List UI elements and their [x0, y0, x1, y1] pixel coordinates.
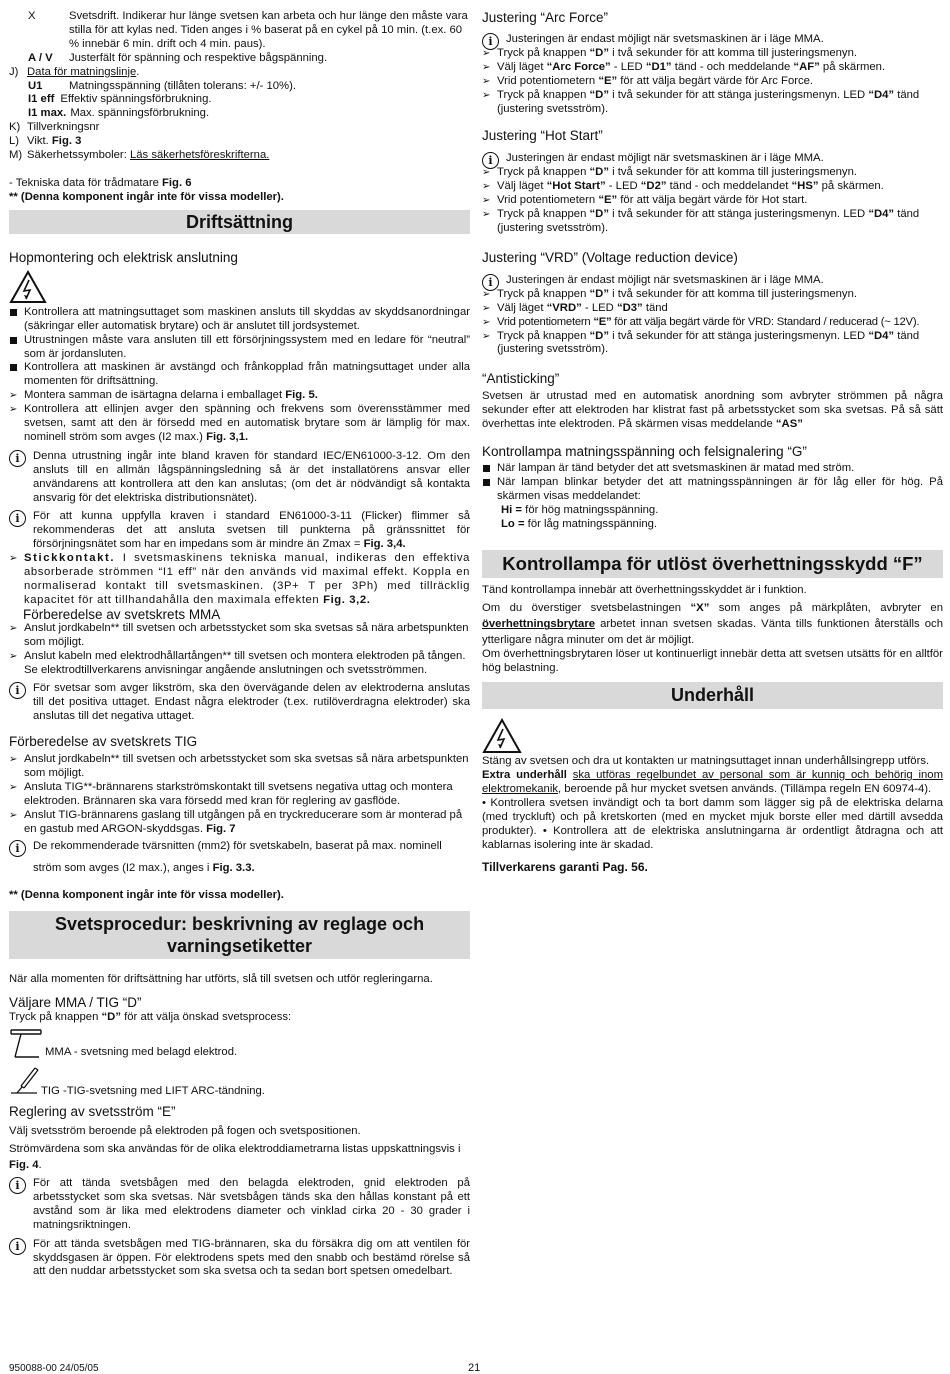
def-val: Max. spänningsförbrukning. — [70, 107, 210, 120]
t: i två sekunder för att stänga justeringsmenyn. LED — [608, 208, 869, 221]
list-item: Kontrollera att matningsuttaget som maskinen ansluts till skyddas av skyddsanordningar (säkringar eller automatisk brytare) och är anslutet till jordsystemet. — [9, 306, 470, 334]
t: i två sekunder för att komma till justeringsmenyn. — [608, 166, 857, 179]
t: för att välja begärt värde för Hot start. — [617, 194, 808, 207]
code: “X” — [690, 602, 710, 615]
note-text: De rekommenderade tvärsnitten (mm2) för svetskabeln, baserat på max. nominell — [33, 839, 442, 852]
fig-ref: Fig. 3,1. — [206, 430, 249, 443]
b: “AF” — [793, 60, 820, 73]
list-item: ➢ Anslut kabeln med elektrodhållartången** till svetsen och montera elektroden på tången. Se elektrodtillverkarens anvisningar angående anslutningen och svetsströmmen. — [9, 650, 470, 678]
list-item — [482, 47, 943, 61]
mma-row — [9, 1027, 470, 1063]
info-note — [9, 450, 470, 506]
safety-link[interactable]: Läs säkerhetsföreskrifterna. — [129, 149, 270, 162]
note-text: För att tända svetsbågen med TIG-brännaren, ska du försäkra dig om att ventilen för skyddsgasen är öppen. För elektrodens spets med den snabb och bestämd rörelse så att den nuddar arbetsstycket som ska svetsa och ta sedan bort spetsen omedelbart. — [33, 1237, 470, 1278]
def-key: I1 max. — [28, 107, 67, 120]
note-text: Justeringen är endast möjligt när svetsmaskinen är i läge MMA. — [506, 152, 824, 165]
t: Tryck på knappen — [497, 166, 590, 179]
t: Välj läget — [497, 301, 547, 314]
item-val: Tillverkningsnr — [27, 121, 100, 134]
doc-code: 950088-00 24/05/05 — [9, 1363, 99, 1374]
electric-hazard-icon — [9, 270, 47, 304]
b: “D1” — [645, 60, 672, 73]
def-key: I1 eff — [28, 93, 55, 106]
note-continuation — [9, 862, 470, 876]
def-av — [9, 52, 470, 66]
b: “D” — [589, 166, 609, 179]
list-item: Utrustningen måste vara ansluten till ett försörjningssystem med en ledare för “neutral” som är jordansluten. — [9, 334, 470, 362]
t: tänd (justering svetsström). — [497, 329, 920, 356]
item-dot: . — [136, 65, 140, 78]
t: i två sekunder för att komma till justeringsmenyn. — [608, 287, 857, 300]
hi-line — [482, 504, 943, 518]
t: Vrid potentiometern — [497, 74, 599, 87]
item-j — [9, 66, 470, 80]
fig-ref: Fig. 6 — [162, 176, 192, 189]
info-note — [9, 840, 470, 854]
note-text: ström som avges (I2 max.), anges i — [33, 861, 213, 874]
reg-text: Välj svetsström beroende på elektroden på fogen och svetspositionen. — [9, 1125, 361, 1138]
overheat-text: Tänd kontrollampa innebär att överhettningsskyddet är i funktion. — [482, 583, 807, 596]
tig-label: TIG -TIG-svetsning med LIFT ARC-tändning. — [41, 1085, 265, 1098]
b: “D4” — [868, 329, 895, 342]
list-item — [9, 389, 470, 403]
stick-label: Stickkontakt. — [24, 552, 116, 565]
b: “D2” — [640, 180, 667, 193]
def-val: Effektiv spänningsförbrukning. — [60, 93, 212, 106]
term: Extra underhåll — [482, 769, 567, 782]
t: Vrid potentiometern — [497, 194, 599, 207]
heading-vrd: Justering “VRD” (Voltage reduction device) — [482, 249, 738, 265]
text: för hög matningsspänning. — [522, 503, 659, 516]
list-item — [482, 208, 943, 236]
section-band-overhettning: Kontrollampa för utlöst överhettningsskydd “F” — [482, 550, 943, 578]
text: . — [38, 1159, 42, 1172]
def-x — [9, 10, 470, 52]
item-key: L) — [9, 135, 20, 148]
t: Välj läget — [497, 60, 547, 73]
list-item — [482, 194, 943, 208]
info-note — [9, 1238, 470, 1280]
tig-torch-icon — [9, 1064, 41, 1096]
list-item — [482, 61, 943, 75]
b: “Arc Force” — [546, 60, 611, 73]
info-note — [9, 682, 470, 724]
info-icon: i — [9, 1238, 26, 1255]
b: “D” — [589, 46, 609, 59]
heading-mma: Förberedelse av svetskrets MMA — [23, 606, 221, 622]
component-note: ** (Denna komponent ingår inte för vissa modeller). — [9, 889, 284, 902]
list-item: När lampan är tänd betyder det att svetsmaskinen är matad med ström. — [482, 462, 943, 476]
b: “HS” — [791, 180, 819, 193]
list-item — [482, 75, 943, 89]
maintenance-text: Stäng av svetsen och dra ut kontakten ur matningsuttaget innan underhållsingrepp utförs. — [482, 755, 930, 768]
maintenance-text: • Kontrollera svetsen invändigt och ta bort damm som lägger sig på de elektriska delarna (med tryckluft) och på kretskorten (med en mycket mjuk borste eller med därtill avsedda produkter). • Kontrollera att de elektriska anslutningarna är ordentligt åtdragna och att kablarnas isolering inte är skadad. — [482, 797, 943, 851]
t: på skärmen. — [818, 180, 884, 193]
t: tänd (justering svetsström). — [497, 88, 920, 115]
text: som anges på märkplåten, avbryter en — [709, 602, 943, 615]
term: överhettningsbrytare — [482, 618, 595, 631]
t: tänd (justering svetsström). — [497, 208, 920, 234]
list-item: ➢ Ansluta TIG**-brännarens starkströmskontakt till svetsens negativa uttag och montera elektroden. Brännaren ska vara försedd med kran för reglering av gasflöde. — [9, 781, 470, 809]
t: Tryck på knappen — [497, 46, 590, 59]
fig-ref: Fig. 7 — [206, 822, 236, 835]
list-item — [482, 316, 943, 330]
info-icon: i — [482, 274, 499, 291]
right-column — [482, 10, 943, 875]
b: “D4” — [868, 88, 895, 101]
heading-hot-start: Justering “Hot Start” — [482, 128, 603, 144]
info-note — [9, 510, 470, 552]
list-item: När lampan blinkar betyder det att matningsspänningen är för låg eller för hög. På skärmen visas meddelandet: — [482, 476, 943, 504]
warranty-ref: Tillverkarens garanti Pag. 56. — [482, 859, 648, 874]
b: “E” — [593, 315, 612, 328]
note-text: Justeringen är endast möjligt när svetsmaskinen är i läge MMA. — [506, 273, 824, 286]
list-text: I svetsmaskinens tekniska manual, indikeras den effektiva absorberade strömmen “I1 eff” när den används vid maximal effekt. Koppla en normaliserad kontakt till svetsmaskinen. (3P+ T per 3Ph) med tillräcklig kapacitet för att tillhandahålla den maximala effekten — [24, 552, 470, 606]
t: i två sekunder för att stänga justeringsmenyn. LED — [608, 329, 869, 342]
b: “D4” — [868, 208, 895, 221]
section-band-driftsattning: Driftsättning — [9, 210, 470, 234]
fig-ref: Fig. 3,2. — [323, 593, 371, 606]
item-val: Säkerhetssymboler: — [27, 149, 130, 162]
def-val: Justerfält för spänning och respektive bågspänning. — [69, 51, 328, 64]
info-icon: i — [9, 450, 26, 467]
text: för att välja önskad svetsprocess: — [120, 1011, 292, 1024]
section-band-svetsprocedur: Svetsprocedur: beskrivning av reglage och varningsetiketter — [9, 911, 470, 959]
info-icon: i — [9, 682, 26, 699]
info-icon: i — [9, 1177, 26, 1194]
t: för att välja begärt värde för Arc Force. — [617, 74, 814, 87]
list-item — [9, 403, 470, 445]
t: - LED — [581, 301, 617, 314]
t: tänd - och meddelande — [671, 60, 794, 73]
b: “Hot Start” — [546, 180, 606, 193]
heading-antisticking: “Antisticking” — [482, 371, 560, 387]
note-text: För att tända svetsbågen med den belagda elektroden, gnid elektroden på arbetsstycket som ska svetsas. När svetsbågen tänds ska den hållas konstant på ett avstånd som är lika med elektrodens diameter och vinklad cirka 20 - 30 grader i matningsriktningen. — [33, 1177, 470, 1231]
t: Tryck på knappen — [497, 329, 590, 342]
code: “AS” — [775, 418, 803, 431]
list-text: Kontrollera att ellinjen avger den spänning och frekvens som överensstämmer med svetsen, samt att den är försedd med en automatisk brytare som är lämplig för max. nominell ström som avges (I2 max.) — [24, 403, 470, 443]
heading-tig: Förberedelse av svetskrets TIG — [9, 734, 198, 750]
page-number: 21 — [468, 1362, 481, 1374]
info-note — [9, 1177, 470, 1233]
def-u1 — [9, 80, 470, 94]
info-icon: i — [9, 510, 26, 527]
note-text: Denna utrustning ingår inte bland kraven för standard IEC/EN61000-3-12. Om den ansluts till en allmän lågspänningsledning så är det installatörens ansvar eller användarens att kontrollera att den kan anslutas; (om det är nödvändigt så kontakta ansvarig för det elektriska distributionsnätet). — [33, 449, 470, 504]
item-val: Vikt. — [27, 135, 52, 148]
list-item: ➢ Anslut jordkabeln** till svetsen och arbetsstycket som ska svetsas så nära arbetspunkten som möjligt. — [9, 622, 470, 650]
def-val: Svetsdrift. Indikerar hur länge svetsen kan arbeta och hur länge den måste vara stilla för att kylas ned. Tiden anges i % baserat på en cykel på 10 min. (t.ex. 60 % innebär 6 min. drift och 4 min. paus). — [69, 10, 468, 50]
list-item — [482, 180, 943, 194]
section-band-underhall: Underhåll — [482, 682, 943, 709]
b: “E” — [598, 74, 618, 87]
list-item: ➢ Anslut jordkabeln** till svetsen och arbetsstycket som ska svetsas så nära arbetspunkten som möjligt. — [9, 753, 470, 781]
heading-reglering: Reglering av svetsström “E” — [9, 1104, 176, 1120]
t: - LED — [605, 180, 641, 193]
t: Vrid potentiometern — [497, 315, 594, 328]
info-note — [482, 274, 943, 288]
tech-data — [9, 177, 470, 191]
list-item — [9, 809, 470, 837]
electrode-holder-icon — [9, 1027, 43, 1059]
text: Tryck på knappen — [9, 1011, 102, 1024]
t: på skärmen. — [819, 60, 886, 73]
mma-label: MMA - svetsning med belagd elektrod. — [45, 1046, 238, 1059]
t: - LED — [610, 60, 646, 73]
b: “VRD” — [546, 301, 582, 314]
list-item: Kontrollera att maskinen är avstängd och frånkopplad från matningsuttaget under alla momenten för driftsättning. — [9, 361, 470, 389]
item-key: M) — [9, 149, 23, 162]
electric-hazard-icon — [482, 718, 522, 754]
b: “D” — [589, 208, 609, 221]
def-i1max — [9, 107, 470, 121]
item-m — [9, 149, 470, 163]
info-icon: i — [482, 152, 499, 169]
b: “D” — [589, 287, 609, 300]
overheat-text — [482, 600, 943, 648]
def-key: X — [28, 10, 36, 22]
def-val: Matningsspänning (tillåten tolerans: +/- 10%). — [69, 79, 297, 92]
b: “D” — [589, 88, 609, 101]
t: Tryck på knappen — [497, 208, 590, 221]
t: Välj läget — [497, 180, 547, 193]
heading-kontrollampa: Kontrollampa matningsspänning och felsignalering “G” — [482, 444, 807, 460]
t: tänd — [642, 301, 668, 314]
list-item — [482, 330, 943, 358]
antisticking-text — [482, 390, 943, 432]
tig-row — [9, 1064, 470, 1100]
left-column — [9, 10, 470, 1279]
text: , beroende på hur mycket svetsen används. (Tillämpa regeln EN 60974-4). — [557, 783, 932, 796]
text: Om du överstiger svetsbelastningen — [482, 602, 691, 615]
text: arbetet innan svetsen skadas. Vänta tills funktionen återställs och ytterligare några minuter om det är möjligt. — [482, 618, 943, 647]
list-item — [482, 89, 943, 117]
reg-text — [9, 1141, 470, 1173]
def-key: U1 — [28, 79, 43, 92]
fig-ref: Fig. 3 — [51, 135, 82, 148]
tech-data-text: - Tekniska data för trådmatare — [9, 176, 162, 189]
text: Svetsen är utrustad med en automatisk anordning som avbryter strömmen på några sekunder efter att elektroden har klistrat fast på arbetsstycket som ska svetsas. På så sätt överhettas inte elektroden. På skärmen visas meddelande — [482, 390, 943, 431]
maintenance-text — [482, 769, 943, 797]
selector-instruction — [9, 1011, 470, 1025]
t: i två sekunder för att stänga justeringsmenyn. LED — [608, 88, 869, 101]
info-note — [482, 152, 943, 166]
note-text: Justeringen är endast möjligt när svetsmaskinen är i läge MMA. — [506, 33, 824, 45]
button-ref: “D” — [101, 1011, 121, 1024]
def-key: A / V — [28, 51, 53, 64]
list-item — [482, 166, 943, 180]
item-k — [9, 121, 470, 135]
fig-ref: Fig. 3.3. — [212, 861, 255, 874]
list-item-stickkontakt — [9, 552, 470, 608]
heading-arc-force: Justering “Arc Force” — [482, 10, 609, 25]
note-text: För svetsar som avger likström, ska den övervägande delen av elektroderna anslutas till det positiva uttaget. Endast några elektroder (t.ex. rutilöverdragna elektroder) ska anslutas till det negativa uttaget. — [33, 682, 470, 723]
b: “D” — [589, 329, 609, 342]
heading-hopmontering: Hopmontering och elektrisk anslutning — [9, 249, 238, 265]
t: i två sekunder för att komma till justeringsmenyn. — [608, 46, 857, 59]
component-note: ** (Denna komponent ingår inte för vissa modeller). — [9, 190, 284, 203]
fig-ref: Fig. 4 — [9, 1159, 39, 1172]
t: tänd - och meddelandet — [666, 180, 792, 193]
text: för låg matningsspänning. — [524, 517, 658, 530]
text: Strömvärdena som ska användas för de olika elektroddiametrarna listas uppskattningsvis i — [9, 1143, 461, 1156]
def-i1eff — [9, 93, 470, 107]
fig-ref: Fig. 3,4. — [363, 538, 406, 551]
item-val: Data för matningslinje — [27, 65, 137, 78]
note-text: För att kunna uppfylla kraven i standard EN61000-3-11 (Flicker) flimmer så rekommenderas det att ansluta svetsen till punkterna på gränssnittet för försörjningsnätet som har en impedans som är mindre än Zmax = — [33, 510, 470, 551]
b: “D3” — [616, 301, 643, 314]
info-icon: i — [9, 840, 26, 857]
item-key: K) — [9, 121, 21, 134]
code: Lo = — [501, 517, 525, 530]
heading-valjare: Väljare MMA / TIG “D” — [9, 995, 142, 1011]
list-text: Montera samman de isärtagna delarna i emballaget — [24, 389, 286, 402]
t: för att välja begärt värde för VRD: Standard / reducerad (~ 12V). — [611, 315, 920, 328]
info-icon: i — [482, 33, 499, 50]
overheat-text: Om överhettningsbrytaren löser ut kontinuerligt innebär detta att svetsen utsätts för en alltför hög belastning. — [482, 648, 943, 675]
t: Tryck på knappen — [497, 88, 590, 101]
procedure-intro: När alla momenten för driftsättning har utförts, slå till svetsen och utför regleringarna. — [9, 973, 433, 986]
list-item — [482, 302, 943, 316]
t: Tryck på knappen — [497, 287, 590, 300]
code: Hi = — [501, 503, 523, 516]
list-text: Anslut TIG-brännarens gaslang till utgången på en tryckreducerare som är monterad på en gastub med ARGON-skyddsgas. — [24, 808, 463, 835]
lo-line — [482, 518, 943, 532]
info-note — [482, 33, 943, 47]
list-item — [482, 288, 943, 302]
item-key: J) — [9, 65, 19, 78]
b: “E” — [598, 194, 618, 207]
fig-ref: Fig. 5. — [285, 389, 318, 402]
text: ska utföras regelbundet av personal som är kunnig och behörig inom elektromekanik — [482, 769, 943, 796]
item-l — [9, 135, 470, 149]
